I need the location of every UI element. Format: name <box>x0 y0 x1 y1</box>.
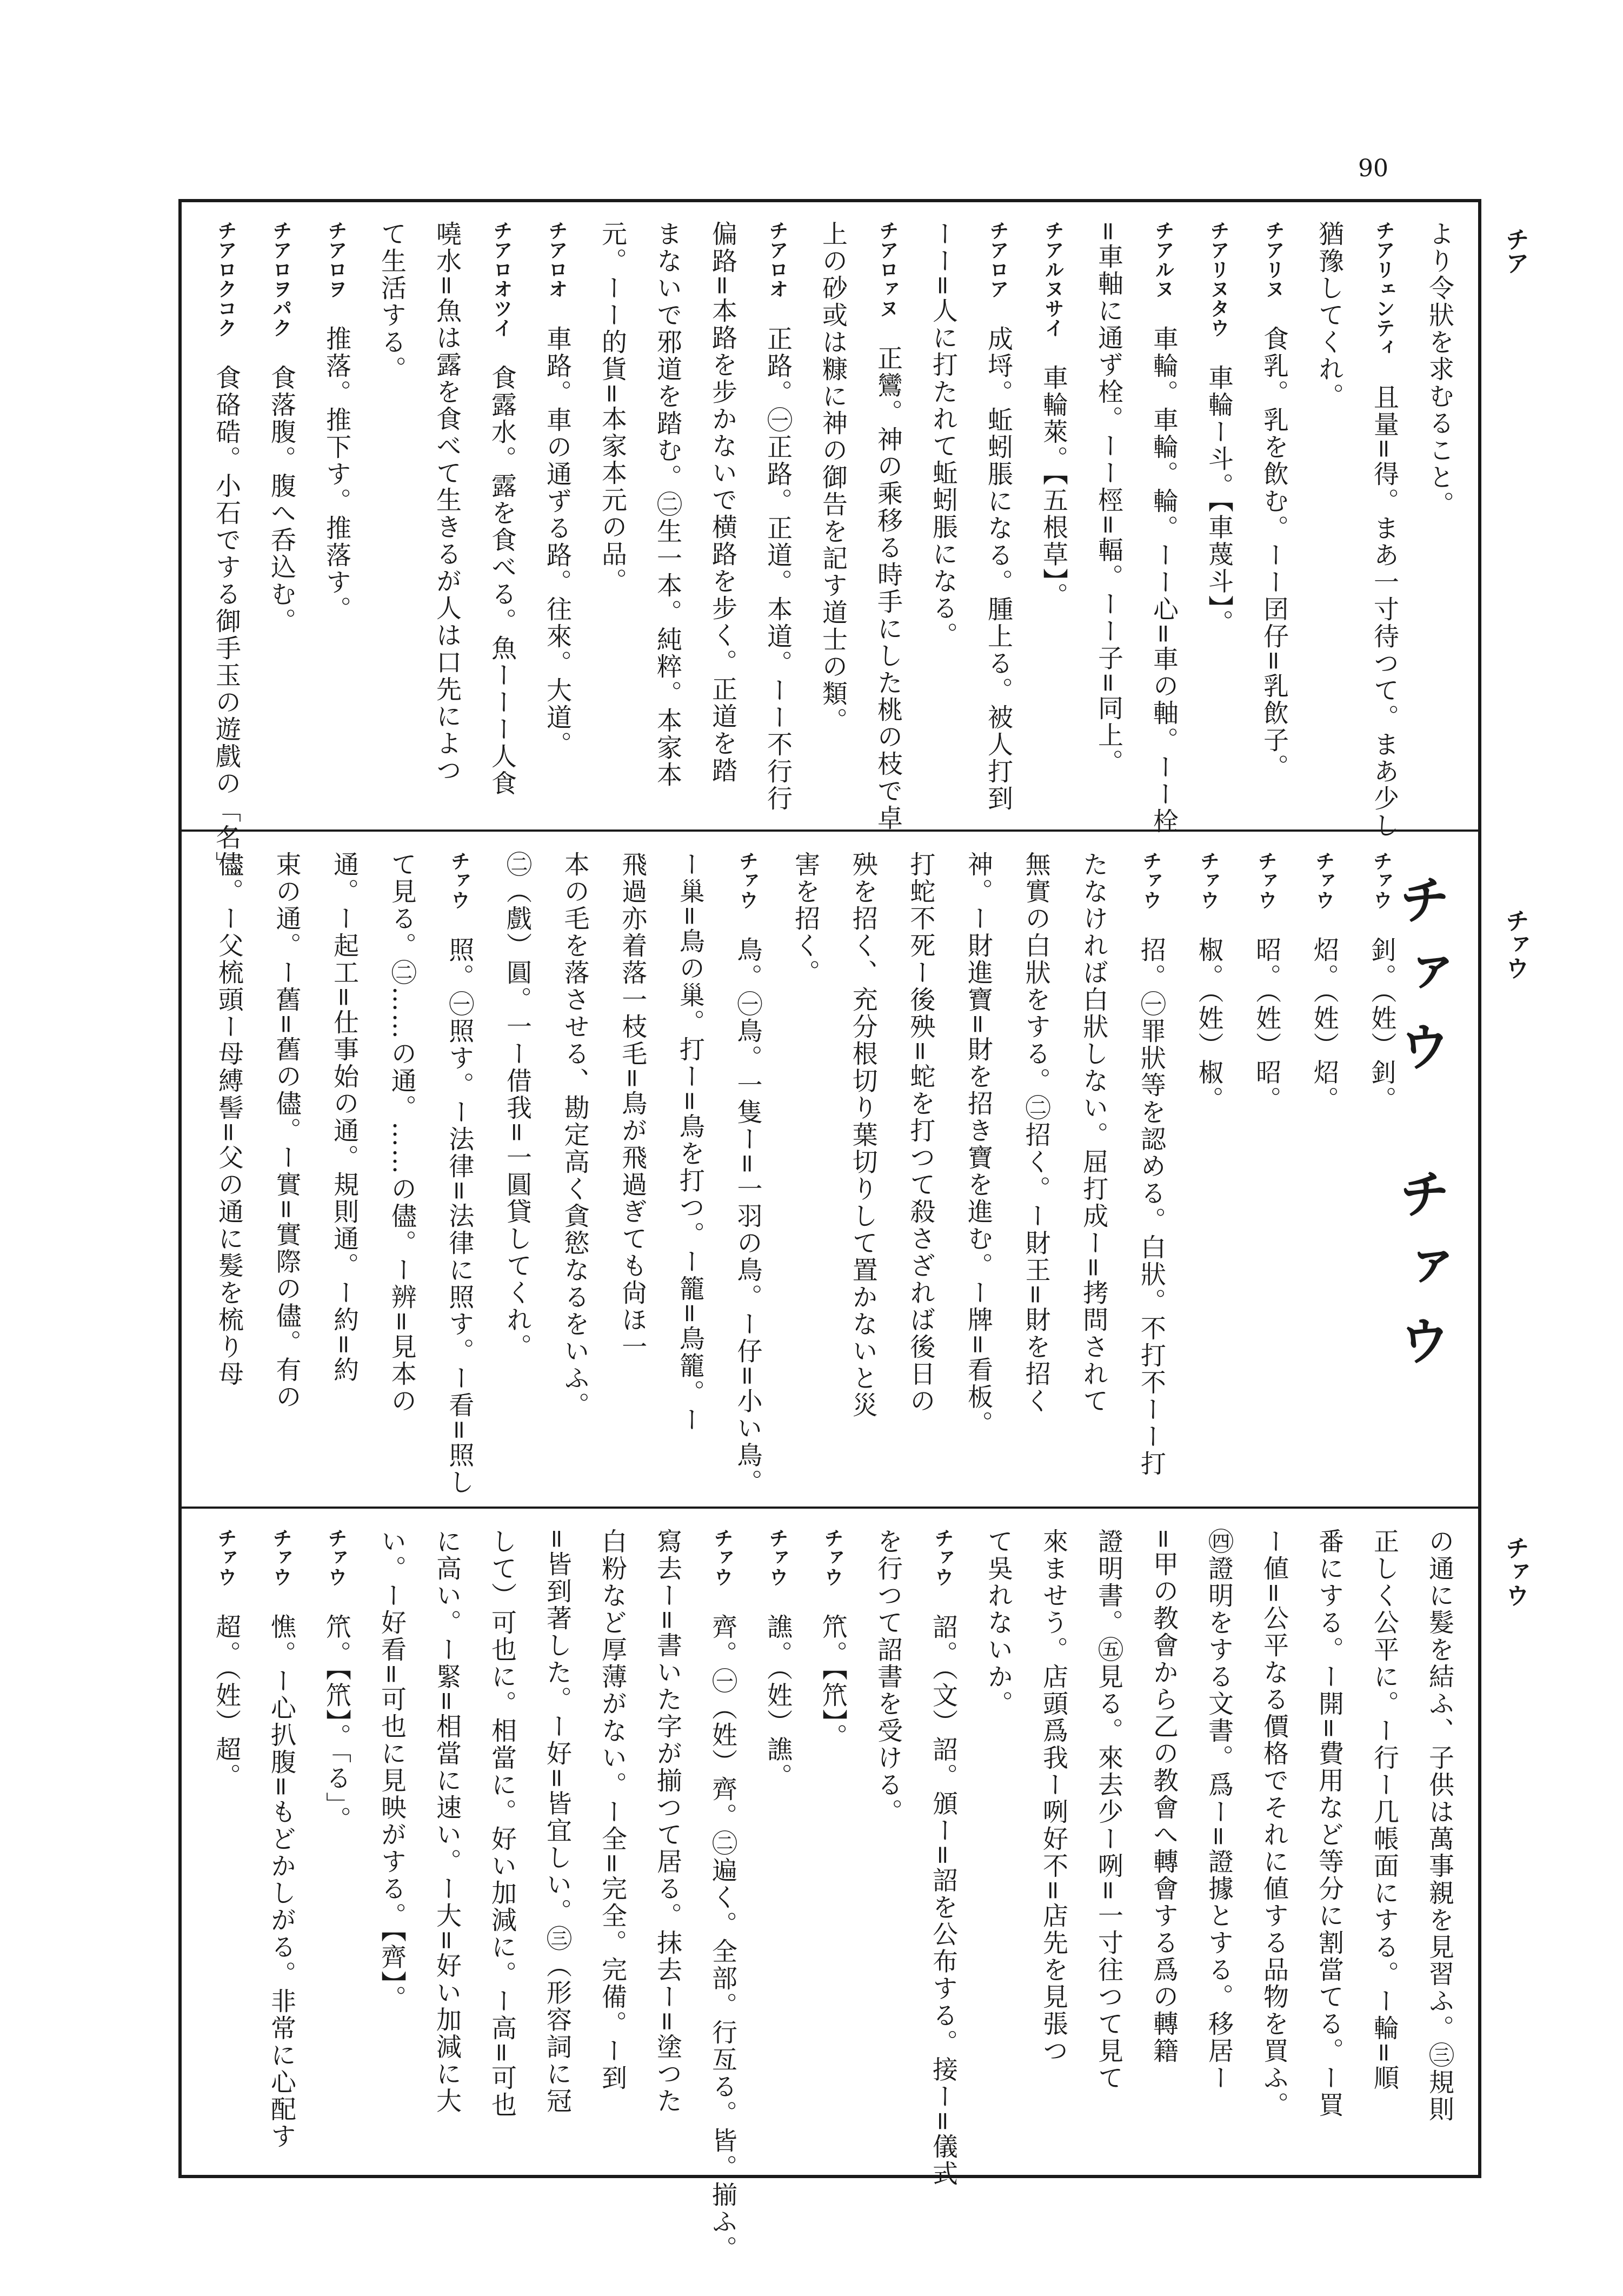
entry-continuation <box>1354 1528 1409 2169</box>
entry-text: 食露水。露を食べる。魚ーーー人食 <box>487 364 517 797</box>
entry-reading: チアルヌサイ <box>1042 221 1065 337</box>
entry-continuation <box>600 851 657 1501</box>
entry-reading: チアロア <box>987 221 1009 298</box>
entry-text: い。ー好看=可也に見映がする。【齊】。 <box>377 1528 407 2013</box>
entry-text: 證明書。㊄見る。來去少ー咧=一寸往つて見て <box>1094 1528 1123 2092</box>
entry-continuation <box>542 851 600 1501</box>
entry-continuation <box>471 1528 527 2169</box>
page-frame <box>178 199 1481 2262</box>
entry-reading: チアロクコク <box>215 221 237 337</box>
margin-header-tier3: チァウ <box>1501 1536 1529 1607</box>
entry-continuation <box>1078 1528 1133 2169</box>
entry-text: 儘。ー父梳頭ー母縛髻=父の通に髮を梳り母 <box>214 851 244 1388</box>
entry-text: 打蛇不死ー後殃=蛇を打つて殺さざれば後日の <box>906 851 936 1415</box>
entry-reading: チァウ <box>1197 851 1220 910</box>
dictionary-entry <box>1118 851 1176 1501</box>
entry-text: 照。㊀照す。ー法律=法律に照す。ー看=照し <box>444 937 475 1496</box>
dictionary-entry <box>1354 221 1409 840</box>
entry-reading: チアロオ <box>766 221 789 298</box>
margin-header-tier2: チァウ <box>1501 908 1529 980</box>
entry-continuation <box>361 221 416 824</box>
entry-continuation <box>254 851 311 1501</box>
entry-reading: チァウ <box>932 1528 954 1587</box>
dictionary-entry <box>471 221 527 824</box>
entry-text: 偏路=本路を步かないで横路を步く。正道を踏 <box>708 221 737 785</box>
entry-text: ㊃證明をする文書。爲ー=證據とする。移居ー <box>1204 1528 1234 2092</box>
entry-text: に高い。ー緊=相當に速い。ー大=好い加減に大 <box>432 1528 462 2115</box>
entry-continuation <box>416 1528 471 2169</box>
entry-continuation <box>888 851 946 1501</box>
entry-text: 元。ーー的貨=本家本元の品。 <box>597 221 627 595</box>
entry-text: て生活する。 <box>377 221 407 383</box>
entry-reading: チアロオツイ <box>490 221 513 337</box>
dictionary-entry <box>1133 221 1188 835</box>
entry-text: を行つて詔書を受ける。 <box>873 1528 903 1826</box>
entry-text: 正鸞。神の乘移る時手にした桃の枝で卓 <box>873 345 903 832</box>
heading-text: チァウ チァウ <box>1391 873 1452 1388</box>
dictionary-entry <box>427 851 484 1501</box>
entry-text: 譙。（姓）譙。 <box>763 1614 793 1790</box>
entry-text: 食乳。乳を飲む。ーー囝仔=乳飲子。 <box>1259 326 1289 781</box>
margin-header-tier1: チア <box>1501 227 1529 275</box>
entry-continuation <box>582 221 637 824</box>
entry-continuation <box>1023 1528 1078 2169</box>
entry-continuation <box>657 851 715 1501</box>
entry-continuation <box>773 851 830 1501</box>
entry-text: 殃を招く、充分根切り葉切りして置かないと災 <box>848 851 878 1419</box>
entry-text: 白粉など厚薄がない。ー全=完全。完備。ー到 <box>597 1528 627 2092</box>
entry-reading: チァウ <box>736 851 759 910</box>
entry-continuation <box>1078 221 1133 824</box>
entry-text: 車輪。車輪。輪。ーー心=車の軸。ーー栓 <box>1149 326 1179 835</box>
entry-text: 食落腹。腹へ呑込む。 <box>267 364 296 635</box>
entry-continuation <box>1003 851 1061 1501</box>
dictionary-entry <box>306 1528 361 2169</box>
entry-text: て吳れないか。 <box>983 1528 1013 1717</box>
entry-reading: チァウ <box>1370 851 1393 910</box>
dictionary-entry <box>251 221 306 824</box>
entry-text: ー値=公平なる價格でそれに値する品物を買ふ。 <box>1259 1528 1289 2119</box>
dictionary-entry <box>1291 851 1349 1501</box>
entry-reading: チアロオ <box>546 221 568 298</box>
section-heading <box>1391 851 1464 1523</box>
entry-text: 笊。【笊】。「る」。 <box>322 1614 351 1833</box>
entry-continuation <box>416 221 471 824</box>
entry-continuation <box>830 851 888 1501</box>
entry-text: =皆到著した。ー好=皆宜しい。㊂（形容詞に冠 <box>542 1528 572 2115</box>
entry-text: の通に髮を結ふ、子供は萬事親を見習ふ。㊂規則 <box>1425 1528 1454 2123</box>
entry-continuation <box>196 851 254 1501</box>
entry-text: 釗。（姓）釗。 <box>1367 937 1397 1113</box>
entry-continuation <box>945 851 1003 1501</box>
entry-text: て見る。㊁……の通。……の儘。ー辨=見本の <box>387 851 417 1415</box>
entry-text: より令狀を求むること。 <box>1425 221 1454 518</box>
dictionary-entry <box>857 221 913 832</box>
dictionary-entry <box>306 221 361 824</box>
entry-text: 正しく公平に。ー行ー几帳面にする。ー輪=順 <box>1369 1528 1399 2092</box>
entry-reading: チアルヌ <box>1152 221 1175 298</box>
dictionary-entry <box>692 1528 747 2262</box>
entry-reading: チアロヲパク <box>270 221 292 337</box>
entry-text: 招。㊀罪狀等を認める。白狀。不打不ーー打 <box>1136 937 1166 1477</box>
entry-text: 成埒。蚯蚓脹になる。腫上る。被人打到 <box>983 326 1013 812</box>
dictionary-entry <box>527 221 582 824</box>
entry-text: =車軸に通ず栓。ーー桱=輻。ーー子=同上。 <box>1094 221 1123 777</box>
tier-divider <box>182 830 1478 832</box>
entry-continuation <box>484 851 542 1501</box>
entry-continuation <box>1061 851 1119 1501</box>
entry-continuation <box>913 221 968 824</box>
entry-text: 推落。推下す。推落す。 <box>322 326 351 623</box>
dictionary-entry <box>1243 221 1299 824</box>
entry-text: 猶豫してくれ。 <box>1314 221 1344 410</box>
entry-continuation <box>361 1528 416 2169</box>
entry-continuation <box>1133 1528 1188 2169</box>
entry-text: 正路。㊀正路。正道。本道。ーー不行行 <box>763 326 793 812</box>
entry-text: 炤。（姓）炤。 <box>1309 937 1339 1113</box>
dictionary-entry <box>1188 221 1243 824</box>
entry-text: ㊁（戲）圓。一ー借我=一圓貸してくれ。 <box>502 851 532 1361</box>
entry-text: して）可也に。相當に。好い加減に。ー高=可也 <box>487 1528 517 2119</box>
entry-reading: チァウ <box>215 1528 237 1587</box>
tier-3 <box>182 1510 1478 2262</box>
entry-text: ーー=人に打たれて蚯蚓脹になる。 <box>928 221 958 649</box>
tier-2 <box>182 833 1478 1507</box>
entry-text: 憔。ー心扒腹=もどかしがる。非常に心配す <box>267 1614 296 2151</box>
entry-reading: チァウ <box>766 1528 789 1587</box>
entry-text: =甲の教會から乙の教會へ轉會する爲の轉籍 <box>1149 1528 1179 2065</box>
dictionary-entry <box>747 221 802 824</box>
dictionary-entry <box>715 851 773 1501</box>
entry-reading: チアロァヌ <box>876 221 899 318</box>
entry-text: 超。（姓）超。 <box>211 1614 241 1790</box>
entry-text: 束の通。ー舊=舊の儘。ー實=實際の儘。有の <box>271 851 302 1411</box>
entry-continuation <box>1299 221 1354 824</box>
entry-continuation <box>802 221 857 824</box>
entry-reading: チアリェンティ <box>1373 221 1395 357</box>
entry-text: 害を招く。 <box>790 851 821 986</box>
entry-reading: チアロヲ <box>325 221 348 298</box>
dictionary-entry <box>913 1528 968 2188</box>
entry-continuation <box>1188 1528 1243 2169</box>
entry-reading: チァウ <box>325 1528 348 1587</box>
entry-text: 本の毛を落させる、勘定高く貪慾なるをいふ。 <box>560 851 590 1419</box>
dictionary-entry <box>747 1528 802 2169</box>
entry-text: 且量=得。まあ一寸待つて。まあ少し <box>1369 384 1399 840</box>
entry-text: 椒。（姓）椒。 <box>1194 937 1224 1113</box>
entry-text: 無實の白狀をする。㊁招く。ー財王=財を招く <box>1021 851 1051 1415</box>
dictionary-entry <box>1176 851 1234 1501</box>
entry-reading: チァウ <box>1255 851 1278 910</box>
dictionary-entry <box>802 1528 857 2169</box>
entry-continuation <box>857 1528 913 2169</box>
entry-continuation <box>369 851 427 1501</box>
entry-reading: チァウ <box>1312 851 1335 910</box>
entry-reading: チァウ <box>711 1528 734 1587</box>
entry-reading: チァウ <box>270 1528 292 1587</box>
entry-continuation <box>968 1528 1023 2169</box>
entry-continuation <box>637 1528 692 2169</box>
entry-text: 來ませう。店頭爲我ー咧好不=店先を見張つ <box>1039 1528 1068 2065</box>
entry-text: 嘵水=魚は露を食べて生きるが人は口先によつ <box>432 221 462 785</box>
entry-text: 車輪萊。【五根草】。 <box>1039 364 1068 609</box>
entry-continuation <box>1243 1528 1299 2169</box>
dictionary-entry <box>968 221 1023 824</box>
entry-text: 番にする。ー開=費用など等分に割當てる。ー買 <box>1314 1528 1344 2119</box>
entry-text: 笊。【笊】。 <box>818 1614 848 1750</box>
dictionary-entry <box>196 221 251 893</box>
page-number: 90 <box>1358 155 1388 182</box>
entry-continuation <box>527 1528 582 2169</box>
entry-text: 飛過亦着落一枝毛=鳥が飛過ぎても尙ほ一 <box>617 851 648 1361</box>
entry-continuation <box>582 1528 637 2169</box>
dictionary-entry <box>1023 221 1078 824</box>
entry-text: 昭。（姓）昭。 <box>1252 937 1282 1113</box>
entry-text: たなければ白狀しない。屈打成ー=拷問されて <box>1079 851 1109 1415</box>
entry-text: まないで邪道を踏む。㊁生一本。純粹。本家本 <box>653 221 682 788</box>
entry-text: 車輪ー斗。【車蔑斗】。 <box>1204 364 1234 636</box>
dictionary-entry <box>196 1528 251 2169</box>
entry-text: ー巢=鳥の巢。打ー=鳥を打つ。ー籠=鳥籠。ー <box>675 851 705 1434</box>
entry-reading: チァウ <box>448 851 471 910</box>
entry-text: 齊。㊀（姓）齊。㊁遍く。全部。行亙る。皆。揃ふ。 <box>708 1614 737 2262</box>
entry-continuation <box>637 221 692 824</box>
entry-continuation <box>311 851 369 1501</box>
dictionary-entry <box>251 1528 306 2169</box>
entry-continuation <box>1409 221 1464 824</box>
entry-text: 寫去ー=書いた字が揃つて居る。抹去ー=塗つた <box>653 1528 682 2115</box>
entry-text: 神。ー財進寶=財を招き寶を進む。ー牌=看板。 <box>963 851 993 1438</box>
entry-text: 上の砂或は糠に神の御告を記す道士の類。 <box>818 221 848 734</box>
entry-reading: チァウ <box>821 1528 844 1587</box>
entry-text: 車路。車の通ずる路。往來。大道。 <box>542 326 572 758</box>
dictionary-entry <box>1234 851 1292 1501</box>
entry-text: 詔。（文）詔。頒ー=詔を公布する。接ー=儀式 <box>928 1614 958 2188</box>
entry-text: 鳥。㊀鳥。一隻ー=一羽の鳥。ー仔=小い鳥。 <box>733 937 763 1496</box>
entry-continuation <box>1409 1528 1464 2169</box>
tier-divider <box>182 1507 1478 1509</box>
entry-reading: チアリヌタウ <box>1207 221 1230 337</box>
entry-reading: チアリヌ <box>1262 221 1285 298</box>
entry-text: 通。ー起工=仕事始の通。規則通。ー約=約 <box>329 851 360 1384</box>
entry-reading: チァウ <box>1139 851 1162 910</box>
entry-text: 食硌硞。小石でする御手玉の遊戲の「名」。 <box>211 364 241 893</box>
entry-continuation <box>692 221 747 824</box>
entry-continuation <box>1299 1528 1354 2169</box>
